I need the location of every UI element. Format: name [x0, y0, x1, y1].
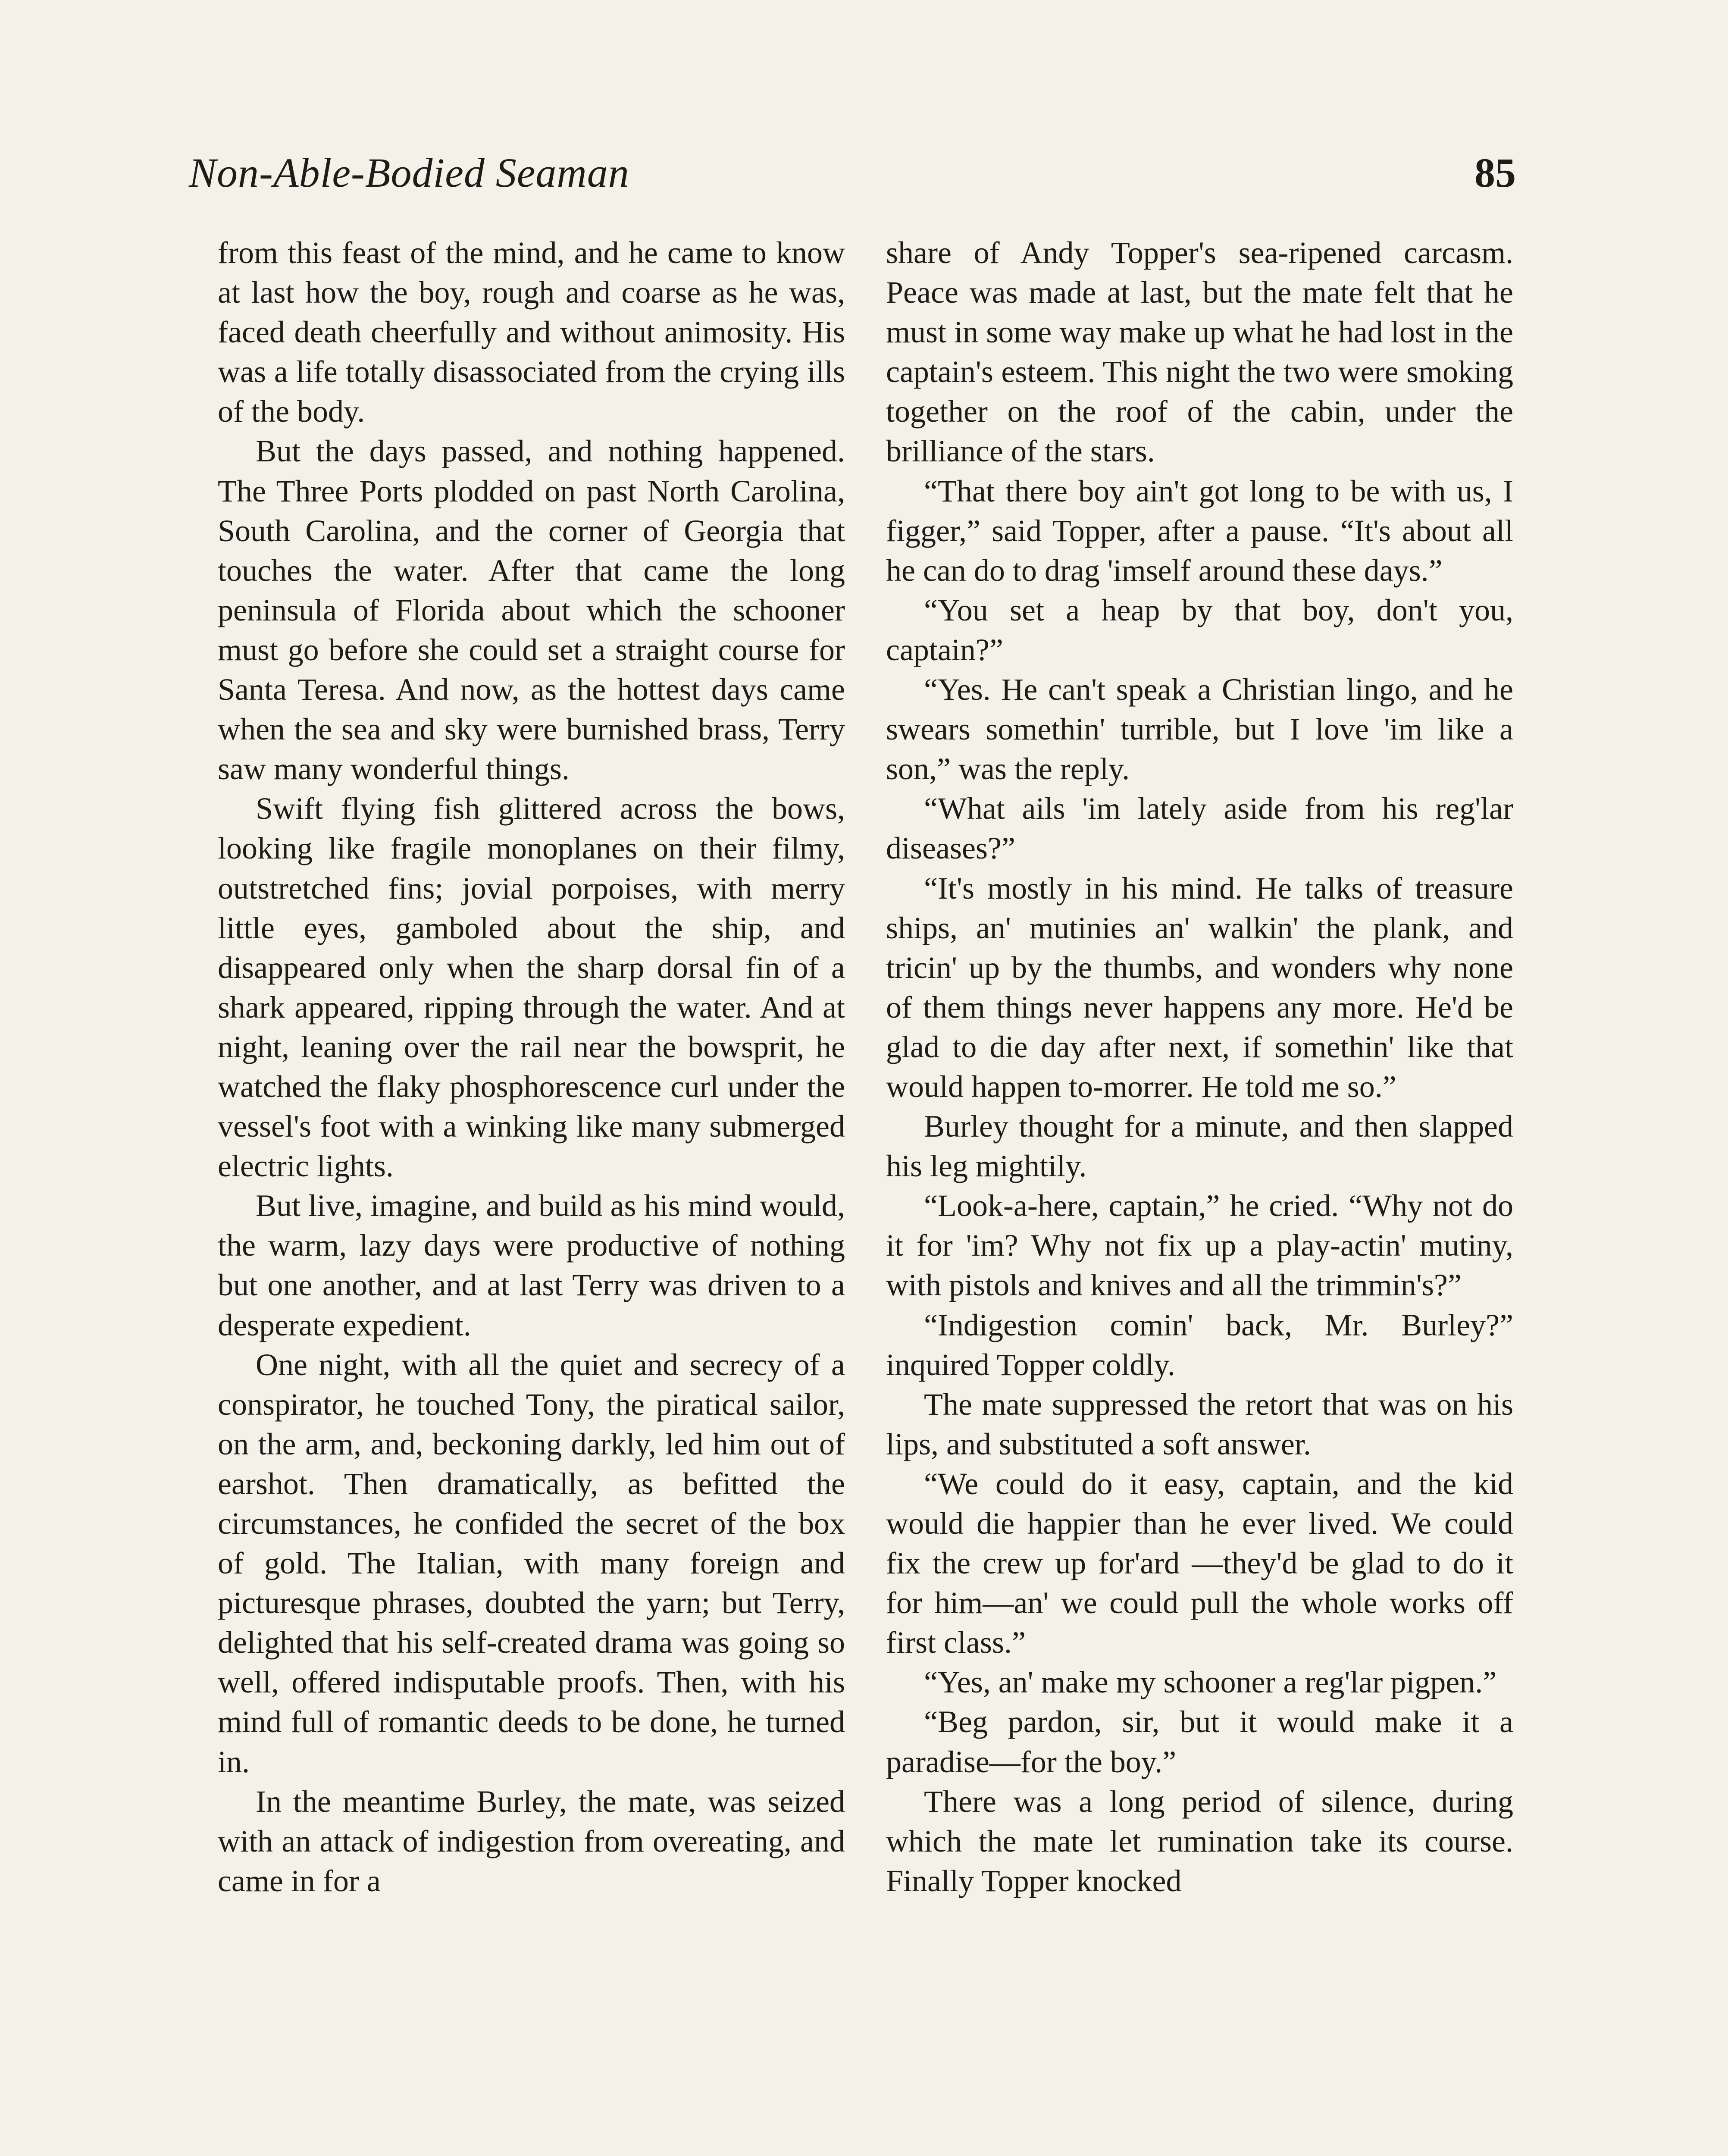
paragraph: “Yes. He can't speak a Christian lingo, and he swears somethin' turrible, but I love 'im like a son,” was the reply.: [886, 672, 1513, 787]
paragraph: “It's mostly in his mind. He talks of treasure ships, an' mutinies an' walkin' the plank, and tricin' up by the thumbs, and wonders why none of them things never happens any more. He'd be glad to die day after next, if somethin' like that would happen to-morrer. He told me so.”: [886, 871, 1513, 1104]
right-column: [886, 233, 1513, 1901]
paragraph: Burley thought for a minute, and then slapped his leg mightily.: [886, 1109, 1513, 1184]
paragraph: In the meantime Burley, the mate, was seized with an attack of indigestion from overeating, and came in for a: [218, 1784, 845, 1898]
paragraph: from this feast of the mind, and he came to know at last how the boy, rough and coarse as he was, faced death cheerfully and without animosity. His was a life totally disassociated from the crying ills of the body.: [218, 235, 845, 429]
paragraph: One night, with all the quiet and secrecy of a conspirator, he touched Tony, the piratical sailor, on the arm, and, beckoning darkly, led him out of earshot. Then dramatically, as befitted the circumstances, he confided the secret of the box of gold. The Italian, with many foreign and picturesque phrases, doubted the yarn; but Terry, delighted that his self-created drama was going so well, offered indisputable proofs. Then, with his mind full of romantic deeds to be done, he turned in.: [218, 1347, 845, 1779]
paragraph: “That there boy ain't got long to be with us, I figger,” said Topper, after a pause. “It's about all he can do to drag 'imself around these days.”: [886, 473, 1513, 588]
paragraph: “You set a heap by that boy, don't you, captain?”: [886, 592, 1513, 667]
paragraph: “Yes, an' make my schooner a reg'lar pigpen.”: [924, 1665, 1497, 1700]
paragraph: “Indigestion comin' back, Mr. Burley?” inquired Topper coldly.: [886, 1307, 1513, 1382]
page-number: 85: [1474, 150, 1516, 196]
left-column: [218, 233, 845, 1901]
paragraph: “We could do it easy, captain, and the kid would die happier than he ever lived. We could fix the crew up for'ard —they'd be glad to do it for him—an' we could pull the whole works off first class.”: [886, 1466, 1513, 1660]
paragraph: Swift flying fish glittered across the bows, looking like fragile monoplanes on their filmy, outstretched fins; jovial porpoises, with merry little eyes, gamboled about the ship, and disappeared only when the sharp dorsal fin of a shark appeared, ripping through the water. And at night, leaning over the rail near the bowsprit, he watched the flaky phosphorescence curl under the vessel's foot with a winking like many submerged electric lights.: [218, 791, 845, 1184]
paragraph: But live, imagine, and build as his mind would, the warm, lazy days were productive of nothing but one another, and at last Terry was driven to a desperate expedient.: [218, 1188, 845, 1342]
paragraph: But the days passed, and nothing happened. The Three Ports plodded on past North Carolina, South Carolina, and the corner of Georgia that touches the water. After that came the long peninsula of Florida about which the schooner must go before she could set a straight course for Santa Teresa. And now, as the hottest days came when the sea and sky were burnished brass, Terry saw many wonderful things.: [218, 434, 845, 787]
paragraph: “Look-a-here, captain,” he cried. “Why not do it for 'im? Why not fix up a play-actin' mutiny, with pistols and knives and all the trimmin's?”: [886, 1188, 1513, 1303]
page-header: [0, 0, 1728, 216]
running-title: Non-Able-Bodied Seaman: [189, 150, 629, 196]
paragraph: The mate suppressed the retort that was on his lips, and substituted a soft answer.: [886, 1387, 1513, 1461]
paragraph: share of Andy Topper's sea-ripened carcasm. Peace was made at last, but the mate felt that he must in some way make up what he had lost in the captain's esteem. This night the two were smoking together on the roof of the cabin, under the brilliance of the stars.: [886, 235, 1513, 469]
paragraph: There was a long period of silence, during which the mate let rumination take its course. Finally Topper knocked: [886, 1784, 1513, 1898]
paragraph: “Beg pardon, sir, but it would make it a paradise—for the boy.”: [886, 1705, 1513, 1779]
paragraph: “What ails 'im lately aside from his reg'lar diseases?”: [886, 791, 1513, 866]
